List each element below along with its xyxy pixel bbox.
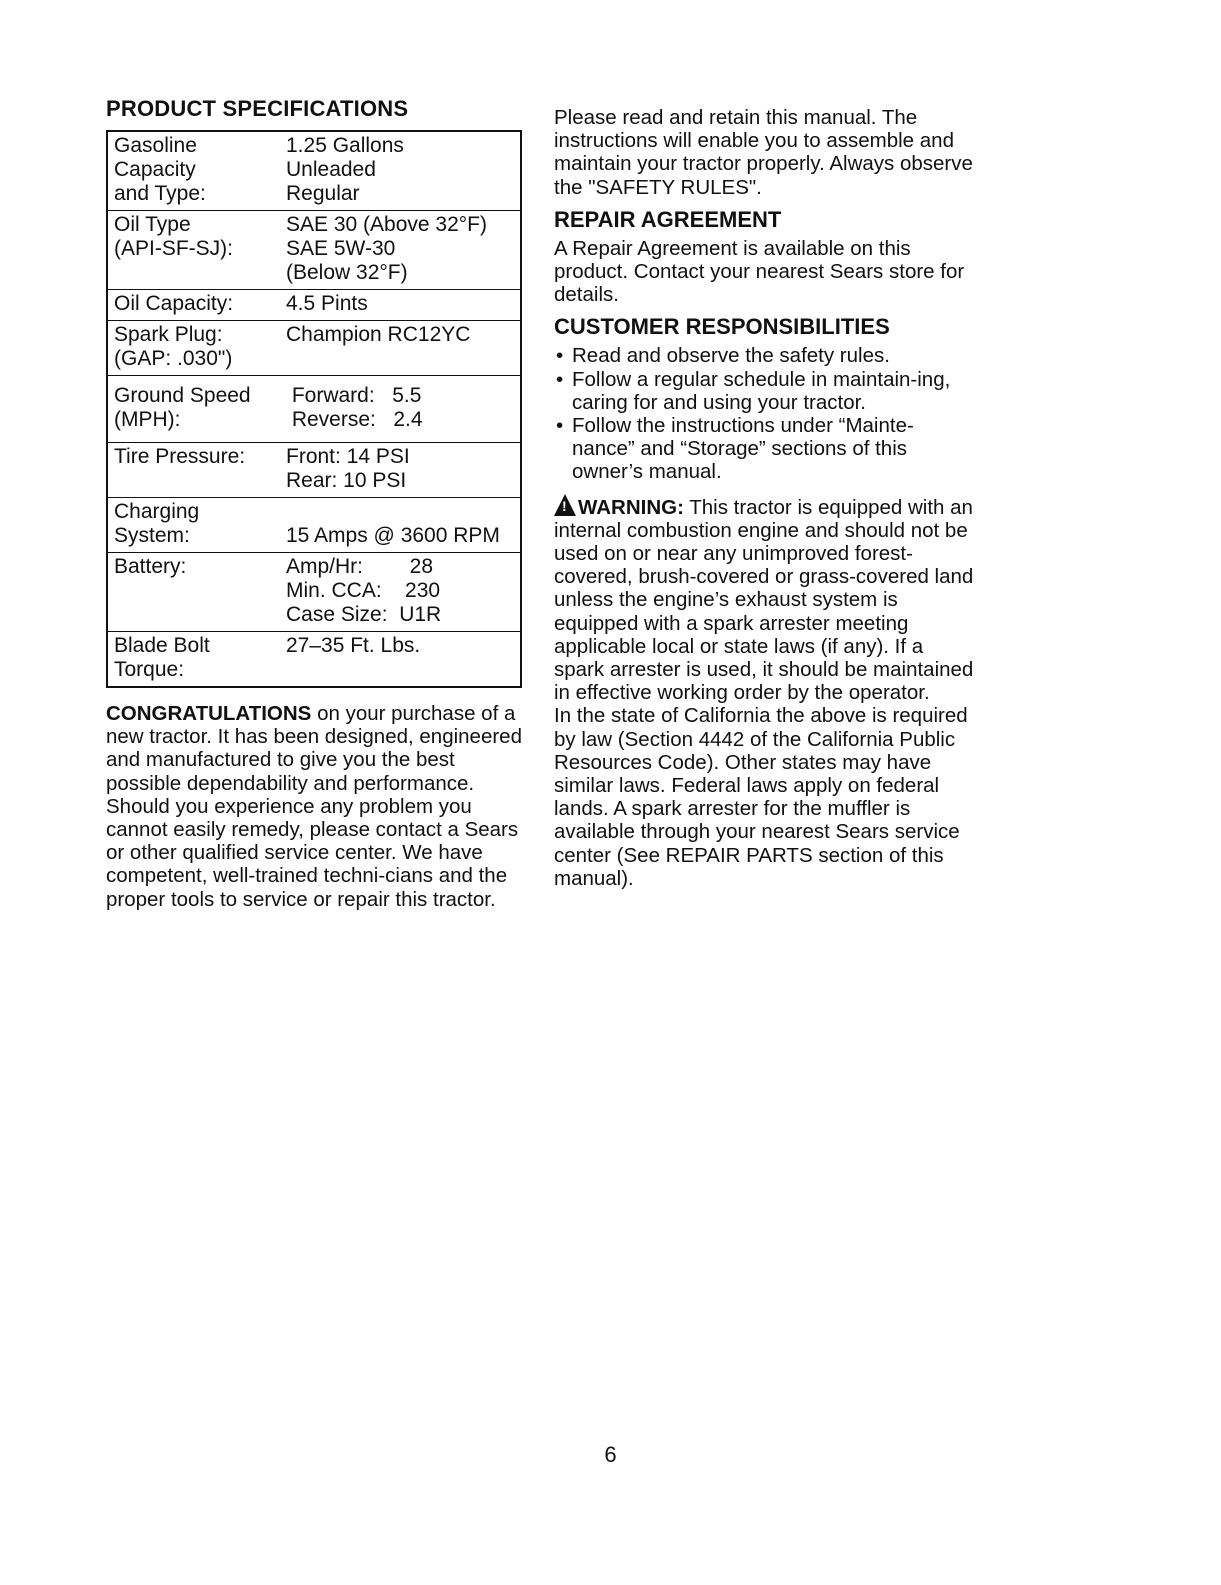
spec-value: Front: 14 PSI Rear: 10 PSI [286, 445, 410, 492]
spec-row-battery [108, 553, 520, 632]
warning-paragraph [554, 494, 974, 705]
spec-row-tire-pressure [108, 443, 520, 498]
intro-paragraph: Please read and retain this manual. The instructions will enable you to assemble and maintain your tractor properly. Always observe the "SAFETY RULES". [554, 106, 973, 199]
customer-responsibilities-heading: CUSTOMER RESPONSIBILITIES [554, 314, 890, 340]
spec-label: Charging System: [114, 500, 200, 547]
spec-value: 27–35 Ft. Lbs. [286, 634, 421, 657]
spec-row-charging-system [108, 498, 520, 553]
right-column [554, 106, 974, 890]
spec-value: Champion RC12YC [286, 323, 471, 346]
spec-row-ground-speed [108, 376, 520, 443]
spec-value: Forward: 5.5 Reverse: 2.4 [291, 384, 423, 431]
warning-triangle-icon: ! [554, 494, 576, 516]
spec-value: SAE 30 (Above 32°F) SAE 5W-30 (Below 32°F) [286, 213, 487, 284]
spec-value: 4.5 Pints [286, 292, 368, 315]
service-paragraph: Should you experience any problem you cannot easily remedy, please contact a Sears or other qualified service center. We have competent, well-trained techni-cians and the proper tools to service or repair this tractor. [106, 794, 519, 911]
spec-label: Tire Pressure: [114, 445, 246, 468]
list-item: • Follow a regular schedule in maintain-ing, caring for and using your tractor. [554, 368, 974, 414]
california-paragraph: In the state of California the above is required by law (Section 4442 of the California Public Resources Code). Other states may have similar laws. Federal laws apply on federal lands. A spark arrester for the muffler is available through your nearest Sears service center (See REPAIR PARTS section of this manual). [554, 704, 968, 890]
warning-text: This tractor is equipped with an internal combustion engine and should not be used on or near any unimproved forest-covered, brush-covered or grass-covered land unless the engine’s exhaust system is equipped with a spark arrester meeting applicable local or state laws (if any). If a spark arrester is used, it should be maintained in effective working order by the operator. [554, 495, 974, 705]
spec-row-gasoline [108, 132, 520, 211]
congratulations-lead: CONGRATULATIONS [106, 702, 312, 725]
responsibilities-list [554, 344, 974, 483]
spec-label: Blade Bolt Torque: [114, 634, 210, 681]
spec-row-blade-bolt [108, 632, 520, 686]
page-number: 6 [604, 1442, 617, 1467]
spec-table [106, 130, 522, 688]
spec-row-spark-plug [108, 321, 520, 376]
spec-label: Oil Capacity: [114, 292, 234, 315]
list-item: • Read and observe the safety rules. [554, 344, 974, 367]
warning-label: WARNING: [578, 495, 684, 519]
spec-label: Ground Speed (MPH): [114, 384, 251, 431]
spec-label: Gasoline Capacity and Type: [114, 134, 206, 205]
congratulations-text: on your purchase of a new tractor. It has been designed, engineered and manufactured to give you the best possible dependability and performance. [106, 702, 522, 795]
product-specifications-title: PRODUCT SPECIFICATIONS [106, 96, 409, 121]
spec-label: Battery: [114, 555, 187, 578]
spec-value: Amp/Hr: 28 Min. CCA: 230 Case Size: U1R [286, 555, 442, 626]
spec-label: Oil Type (API-SF-SJ): [114, 213, 233, 260]
spec-value: 1.25 Gallons Unleaded Regular [286, 134, 404, 205]
spec-row-oil-capacity [108, 290, 520, 321]
left-column [106, 96, 522, 911]
list-item: • Follow the instructions under “Mainte-nance” and “Storage” sections of this owner’s manual. [554, 414, 974, 484]
spec-label: Spark Plug: (GAP: .030") [114, 323, 233, 370]
repair-agreement-heading: REPAIR AGREEMENT [554, 206, 782, 232]
repair-agreement-text: A Repair Agreement is available on this product. Contact your nearest Sears store for details. [554, 236, 965, 307]
spec-row-oil-type [108, 211, 520, 290]
congratulations-paragraph [106, 702, 522, 795]
spec-value: 15 Amps @ 3600 RPM [286, 524, 500, 547]
